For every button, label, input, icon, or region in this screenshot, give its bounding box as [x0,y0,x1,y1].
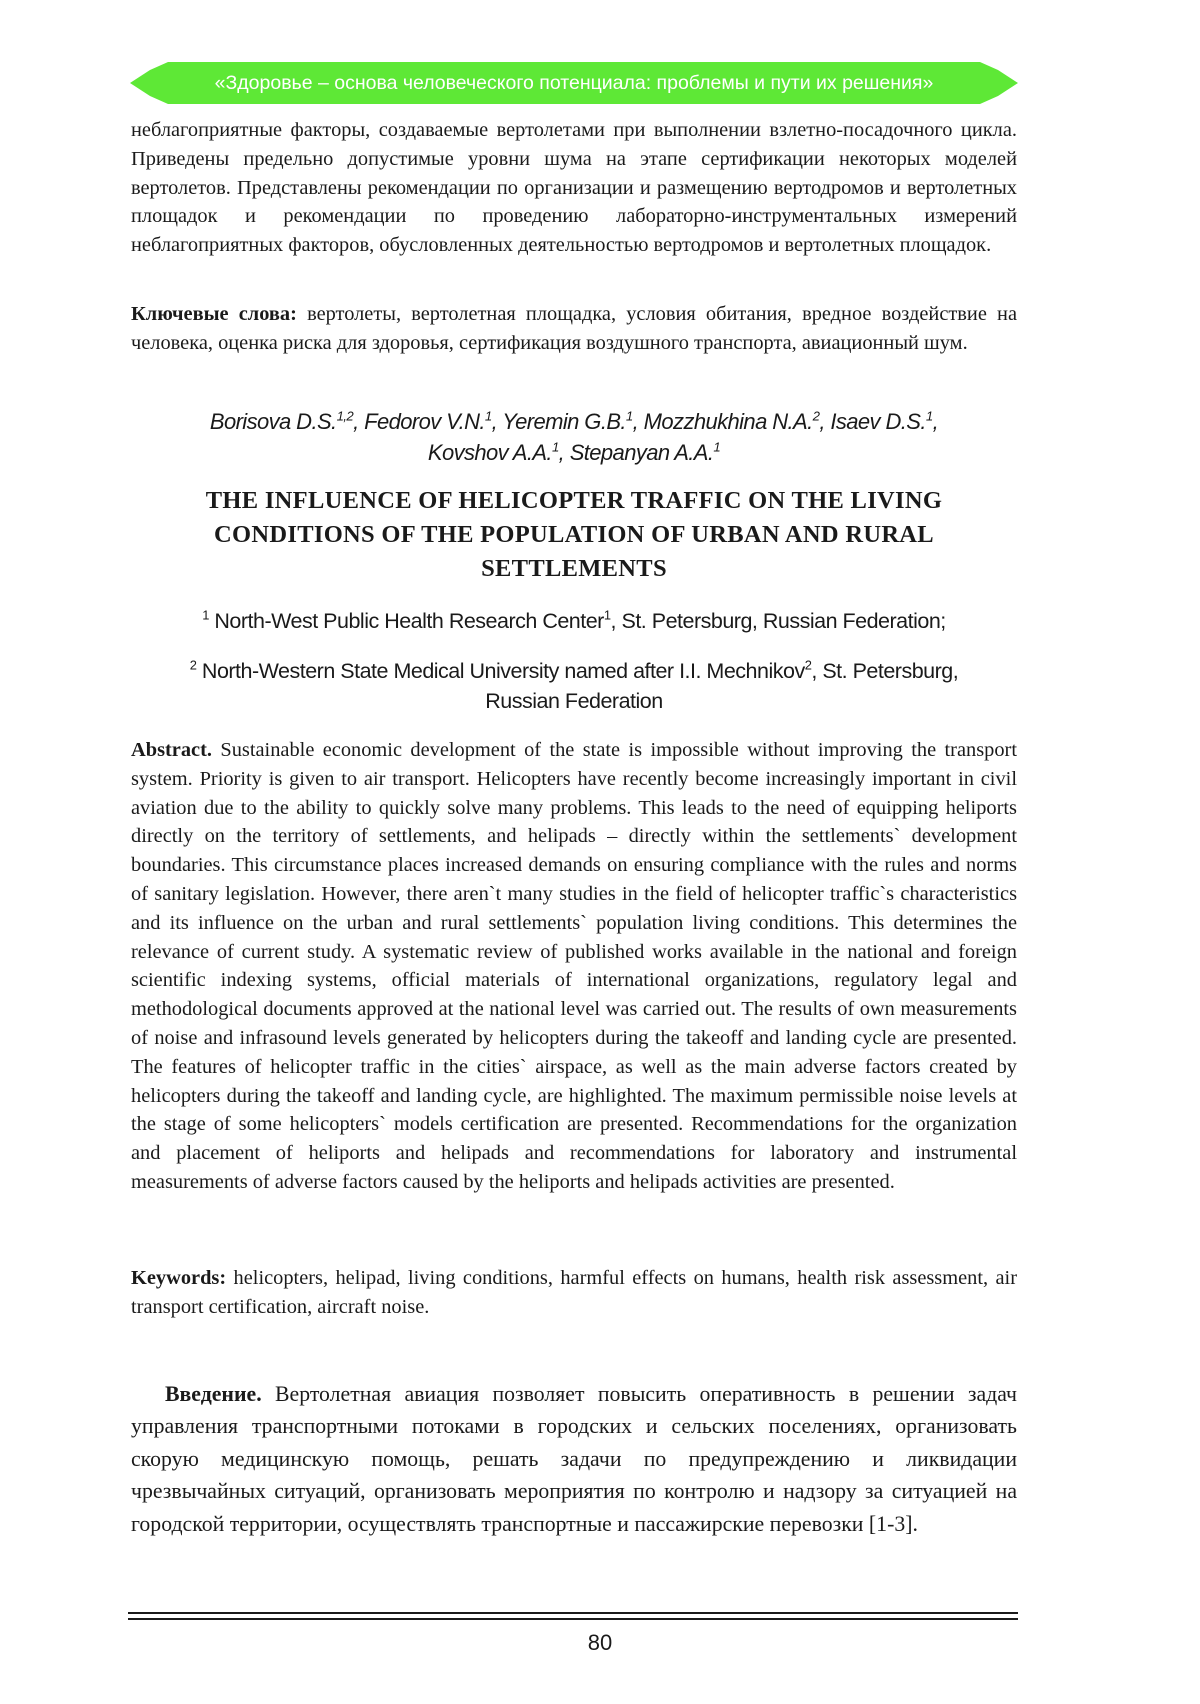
header-banner [130,62,1018,104]
keywords-text: helicopters, helipad, living conditions, harmful effects on humans, health risk assessment, air transport certification, aircraft noise. [131,1267,1017,1318]
authors-line-2 [131,437,1017,468]
author-name: Borisova D.S. [210,409,337,434]
ru-keywords-label: Ключевые слова: [131,303,297,325]
author-name: , Yeremin G.B. [492,409,626,434]
footer-rule-top [128,1612,1018,1614]
affil-text: North-Western State Medical University named after I.I. Mechnikov [196,659,804,683]
author-sup: 1 [485,408,492,423]
author-sup: 2 [813,408,820,423]
author-name: , Fedorov V.N. [353,409,485,434]
banner-text: «Здоровье – основа человеческого потенциала: проблемы и пути их решения» [130,62,1018,104]
affil-number: 1 [202,608,209,623]
footer-rule-bottom [128,1618,1018,1620]
affiliation-2 [131,656,1017,716]
author-name: , Isaev D.S. [819,409,926,434]
author-name: , Mozzhukhina N.A. [633,409,813,434]
abstract-block [131,736,1017,1197]
page-number: 80 [0,1630,1200,1656]
author-separator: , [933,409,939,434]
author-name: Kovshov A.A. [428,440,552,465]
author-sup: 1 [626,408,633,423]
title-line-3: SETTLEMENTS [131,552,1017,586]
author-sup: 1 [552,439,559,454]
intro-text: Вертолетная авиация позволяет повысить оперативность в решении задач управления транспортными потоками в городских и сельских поселениях, организовать скорую медицинскую помощь, решать задачи по предупреждению и ликвидации чрезвычайных ситуаций, организовать мероприятия по контролю и надзору за ситуацией на городской территории, осуществлять транспортные и пассажирские перевозки [1-3]. [131,1382,1017,1536]
keywords-block [131,1264,1017,1322]
paper-title [131,484,1017,586]
ru-keywords-block [131,300,1017,358]
abstract-text: Sustainable economic development of the state is impossible without improving the transport system. Priority is given to air transport. Helicopters have recently become increasingly important in civil aviation due to the ability to quickly solve many problems. This leads to the need of equipping heliports directly on the territory of settlements, and helipads – directly within the settlements` development boundaries. This circumstance places increased demands on ensuring compliance with the rules and norms of sanitary legislation. However, there aren`t many studies in the field of helicopter traffic`s characteristics and its influence on the urban and rural settlements` population living conditions. This determines the relevance of current study. A systematic review of published works available in the national and foreign scientific indexing systems, official materials of international organizations, regulatory legal and methodological documents approved at the national level was carried out. The results of own measurements of noise and infrasound levels generated by helicopters during the takeoff and landing cycle are presented. The features of helicopter traffic in the cities` airspace, as well as the main adverse factors created by helicopters during the takeoff and landing cycle, are highlighted. The maximum permissible noise levels at the stage of some helicopters` models certification are presented. Recommendations for the organization and placement of heliports and helipads and recommendations for laboratory and instrumental measurements of adverse factors caused by the heliports and helipads activities are presented. [131,739,1017,1193]
abstract-label: Abstract. [131,739,212,761]
title-line-2: CONDITIONS OF THE POPULATION OF URBAN AND RURAL [131,518,1017,552]
affil-tail: , St. Petersburg, [811,659,958,683]
ru-abstract-block [131,116,1017,260]
affil-text: North-West Public Health Research Center [209,609,604,633]
affil-sup: 2 [805,658,812,673]
keywords-label: Keywords: [131,1267,226,1289]
authors [131,406,1017,468]
affil-tail: , St. Petersburg, Russian Federation; [611,609,946,633]
affil-line-2: Russian Federation [131,686,1017,716]
author-name: , Stepanyan A.A. [559,440,714,465]
ru-keywords-text: вертолеты, вертолетная площадка, условия обитания, вредное воздействие на человека, оценка риска для здоровья, сертификация воздушного транспорта, авиационный шум. [131,303,1017,354]
introduction-block [131,1378,1017,1540]
intro-label: Введение. [165,1382,262,1406]
affil-number: 2 [190,658,197,673]
ru-abstract-text: неблагоприятные факторы, создаваемые вертолетами при выполнении взлетно-посадочного цикла. Приведены предельно допустимые уровни шума на этапе сертификации некоторых моделей вертолетов. Представлены рекомендации по организации и размещению вертодромов и вертолетных площадок и рекомендации по проведению лабораторно-инструментальных измерений неблагоприятных факторов, обусловленных деятельностью вертодромов и вертолетных площадок. [131,116,1017,260]
author-sup: 1 [713,439,720,454]
author-sup: 1,2 [337,408,354,423]
affiliation-1 [131,606,1017,636]
author-sup: 1 [926,408,933,423]
affil-sup: 1 [604,608,611,623]
title-line-1: THE INFLUENCE OF HELICOPTER TRAFFIC ON THE LIVING [131,484,1017,518]
authors-line-1 [131,406,1017,437]
